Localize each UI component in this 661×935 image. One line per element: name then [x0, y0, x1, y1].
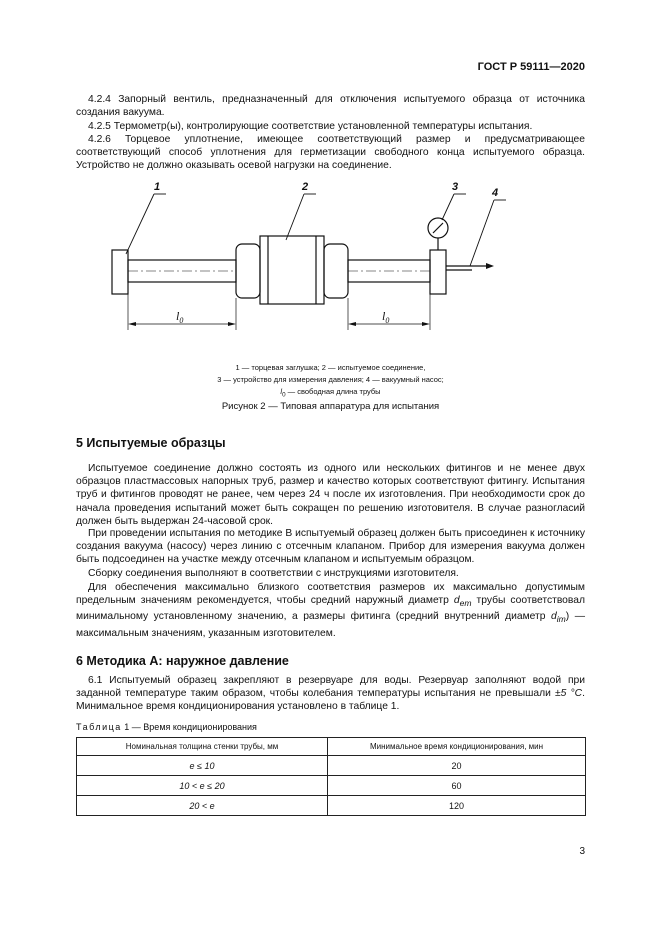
nut-right	[324, 244, 348, 298]
paragraph-4-2-6: 4.2.6 Торцевое уплотнение, имеющее соответствующий размер и предусматривающее соответствующий способ уплотнения для герметизации свободного конца испытуемого образца. Устройство не должно оказывать осевой нагрузки на соединение.	[76, 134, 585, 172]
section-5-paragraph-1: Испытуемое соединение должно состоять из одного или нескольких фитингов и не менее двух образцов пластмассовых напорных труб, размер и качество которых соответствуют фитингу. Испытания труб и фитингов проводят не ранее, чем через 24 ч после их изготовления. При необходимости срок до начала проведения испытаний может быть сокращен по решению изготовителя. В случае разногласий должен быть выдержан 24-часовой срок.	[76, 463, 585, 527]
page-number: 3	[579, 846, 585, 857]
fitting-body	[260, 236, 324, 304]
table-1-caption: Таблица 1 — Время кондиционирования	[76, 722, 257, 732]
conditioning-time-table	[76, 737, 586, 816]
section-5-paragraph-3: Сборку соединения выполняют в соответствии с инструкциями изготовителя.	[88, 568, 459, 579]
table-cell-thickness: 20 < e	[77, 796, 328, 816]
figure-label-3: 3	[452, 181, 459, 193]
standard-header: ГОСТ Р 59111—2020	[477, 61, 585, 73]
end-cap-right	[430, 250, 446, 294]
figure-legend-line-1: 1 — торцевая заглушка; 2 — испытуемое соединение,	[235, 363, 426, 372]
dimension-l0-right: $l_0$	[382, 309, 390, 325]
test-apparatus-figure	[90, 180, 510, 355]
figure-label-2: 2	[302, 181, 309, 193]
table-header-wall-thickness: Номинальная толщина стенки трубы, мм	[77, 738, 328, 756]
table-cell-time: 20	[328, 756, 586, 776]
paragraph-4-2-5: 4.2.5 Термометр(ы), контролирующие соответствие установленной температуры испытания.	[88, 121, 533, 132]
figure-legend-line-3: $l_0$ — свободная длина трубы	[280, 387, 381, 399]
table-cell-time: 60	[328, 776, 586, 796]
section-5-title: 5 Испытуемые образцы	[76, 436, 226, 450]
figure-legend-line-2: 3 — устройство для измерения давления; 4 — вакуумный насос;	[217, 375, 444, 384]
table-cell-thickness: 10 < e ≤ 20	[77, 776, 328, 796]
figure-caption: Рисунок 2 — Типовая аппаратура для испытания	[221, 401, 440, 412]
table-row	[77, 796, 586, 816]
section-5-paragraph-4: Для обеспечения максимально близкого соответствия размеров их максимально допустимым предельным значениям рекомендуется, чтобы средний наружный диаметр $d_{em}$ трубы соответствовал минимальному установленному значению, а размеры фитинга (средний внутренний диаметр $d_{im}$) — максимальным значениям, указанным изготовителем.	[76, 582, 586, 639]
table-cell-time: 120	[328, 796, 586, 816]
nut-left	[236, 244, 260, 298]
table-row	[77, 776, 586, 796]
dimension-l0-left: $l_0$	[176, 309, 184, 325]
section-6-title: 6 Методика А: наружное давление	[76, 654, 289, 668]
table-header-min-time: Минимальное время кондиционирования, мин	[328, 738, 586, 756]
figure-label-4: 4	[492, 187, 499, 199]
section-6-paragraph-1: 6.1 Испытуемый образец закрепляют в резервуаре для воды. Резервуар заполняют водой при заданной температуре таким образом, чтобы колебания температуры испытания не превышали ±5 °C. Минимальное время кондиционирования установлено в таблице 1.	[76, 675, 585, 713]
table-row	[77, 756, 586, 776]
paragraph-4-2-4: 4.2.4 Запорный вентиль, предназначенный для отключения испытуемого образца от источника создания вакуума.	[76, 94, 585, 119]
section-5-paragraph-2: При проведении испытания по методике В испытуемый образец должен быть присоединен к источнику создания вакуума (насосу) через линию с отсечным клапаном. Прибор для измерения вакуума должен быть подсоединен на участке между отсечным клапаном и испытуемым образцом.	[76, 528, 585, 566]
end-cap-left	[112, 250, 128, 294]
table-cell-thickness: e ≤ 10	[77, 756, 328, 776]
table-header-row	[77, 738, 586, 756]
figure-label-1: 1	[154, 181, 161, 193]
